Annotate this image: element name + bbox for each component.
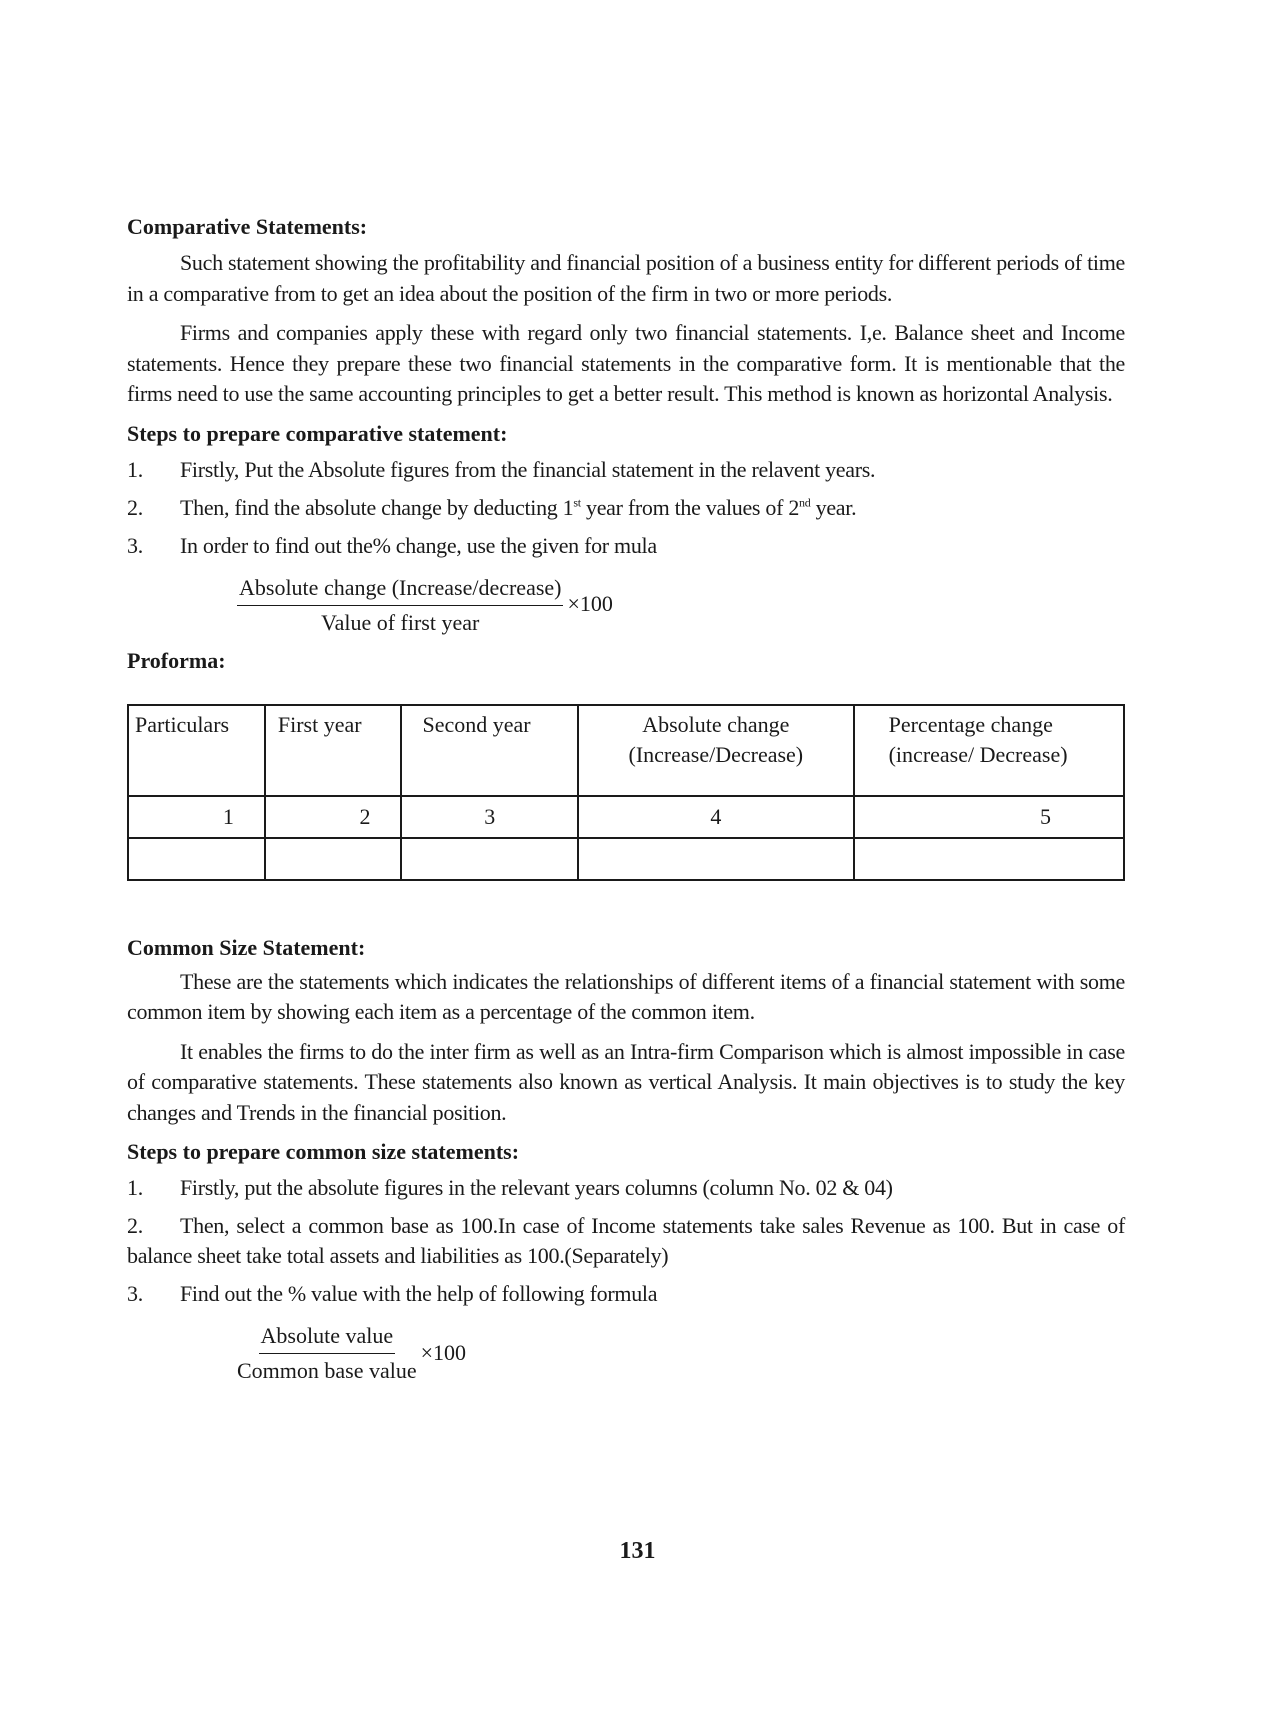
page-number: 131 (619, 1538, 656, 1564)
paragraph: Such statement showing the profitability and financial position of a business entity for different periods of time in a comparative from to get an idea about the position of the firm in two or more periods. (127, 250, 1125, 306)
steps-heading: Steps to prepare comparative statement: (127, 420, 508, 446)
header-cell: First year (265, 705, 402, 796)
formula-multiplier: ×100 (567, 591, 613, 616)
section-heading-common-size: Common Size Statement: (127, 934, 366, 960)
list-number: 3. (127, 532, 143, 558)
list-number: 2. (127, 1213, 143, 1238)
table-cell (854, 838, 1124, 880)
formula-numerator: Absolute value (259, 1323, 396, 1354)
percentage-value-formula (237, 1323, 1125, 1384)
proforma-heading: Proforma: (127, 647, 226, 673)
table-cell: 3 (401, 796, 578, 838)
steps-heading: Steps to prepare common size statements: (127, 1139, 520, 1164)
list-text: In order to find out the% change, use the given for mula (180, 532, 657, 558)
paragraph: It enables the firms to do the inter firm as well as an Intra-firm Comparison which is almost impossible in case of comparative statements. These statements also known as vertical Analysis. It main objectives is to study the key changes and Trends in the financial position. (127, 1038, 1125, 1125)
list-text: Find out the % value with the help of following formula (180, 1281, 658, 1306)
table-cell: 2 (265, 796, 402, 838)
table-cell: 5 (854, 796, 1124, 838)
table-cell (265, 838, 402, 880)
table-row (128, 796, 1124, 838)
list-text: Then, find the absolute change by deducting 1st year from the values of 2nd year. (180, 494, 857, 520)
page-content (127, 212, 1125, 1384)
fraction (237, 575, 563, 636)
paragraph: These are the statements which indicates the relationships of different items of a financial statement with some common item by showing each item as a percentage of the common item. (127, 968, 1125, 1024)
formula-denominator: Value of first year (321, 609, 480, 635)
table-row (128, 838, 1124, 880)
table-header-row (128, 705, 1124, 796)
header-cell: Percentage change (increase/ Decrease) (854, 705, 1124, 796)
list-number: 2. (127, 494, 143, 520)
list-item (127, 455, 1125, 485)
table-cell: 4 (578, 796, 854, 838)
list-item (127, 493, 1125, 523)
list-text: Then, select a common base as 100.In case of Income statements take sales Revenue as 100. But in case of balance sheet take total assets and liabilities as 100.(Separately) (127, 1213, 1125, 1268)
section-heading-comparative: Comparative Statements: (127, 214, 368, 239)
list-number: 1. (127, 456, 143, 482)
table-cell: 1 (128, 796, 265, 838)
table-cell (128, 838, 265, 880)
fraction (237, 1323, 417, 1384)
formula-multiplier: ×100 (420, 1339, 467, 1365)
header-cell: Second year (401, 705, 578, 796)
paragraph: Firms and companies apply these with regard only two financial statements. I,e. Balance sheet and Income statements. Hence they prepare these two financial statements in the comparative form. It is mentionable that the firms need to use the same accounting principles to get a better result. This method is known as horizontal Analysis. (127, 320, 1125, 406)
list-text: Firstly, Put the Absolute figures from the financial statement in the relavent years. (180, 456, 876, 482)
list-item (127, 1173, 1125, 1203)
list-item (127, 531, 1125, 561)
header-cell: Absolute change (Increase/Decrease) (578, 705, 854, 796)
list-item (127, 1279, 1125, 1309)
proforma-table (127, 704, 1125, 881)
list-item (127, 1211, 1125, 1271)
percentage-change-formula (237, 575, 1125, 636)
table-cell (401, 838, 578, 880)
header-cell: Particulars (128, 705, 265, 796)
list-text: Firstly, put the absolute figures in the relevant years columns (column No. 02 & 04) (180, 1175, 893, 1200)
formula-denominator: Common base value (237, 1358, 417, 1383)
list-number: 1. (127, 1175, 143, 1200)
table-cell (578, 838, 854, 880)
list-number: 3. (127, 1281, 143, 1306)
formula-numerator: Absolute change (Increase/decrease) (237, 575, 563, 606)
